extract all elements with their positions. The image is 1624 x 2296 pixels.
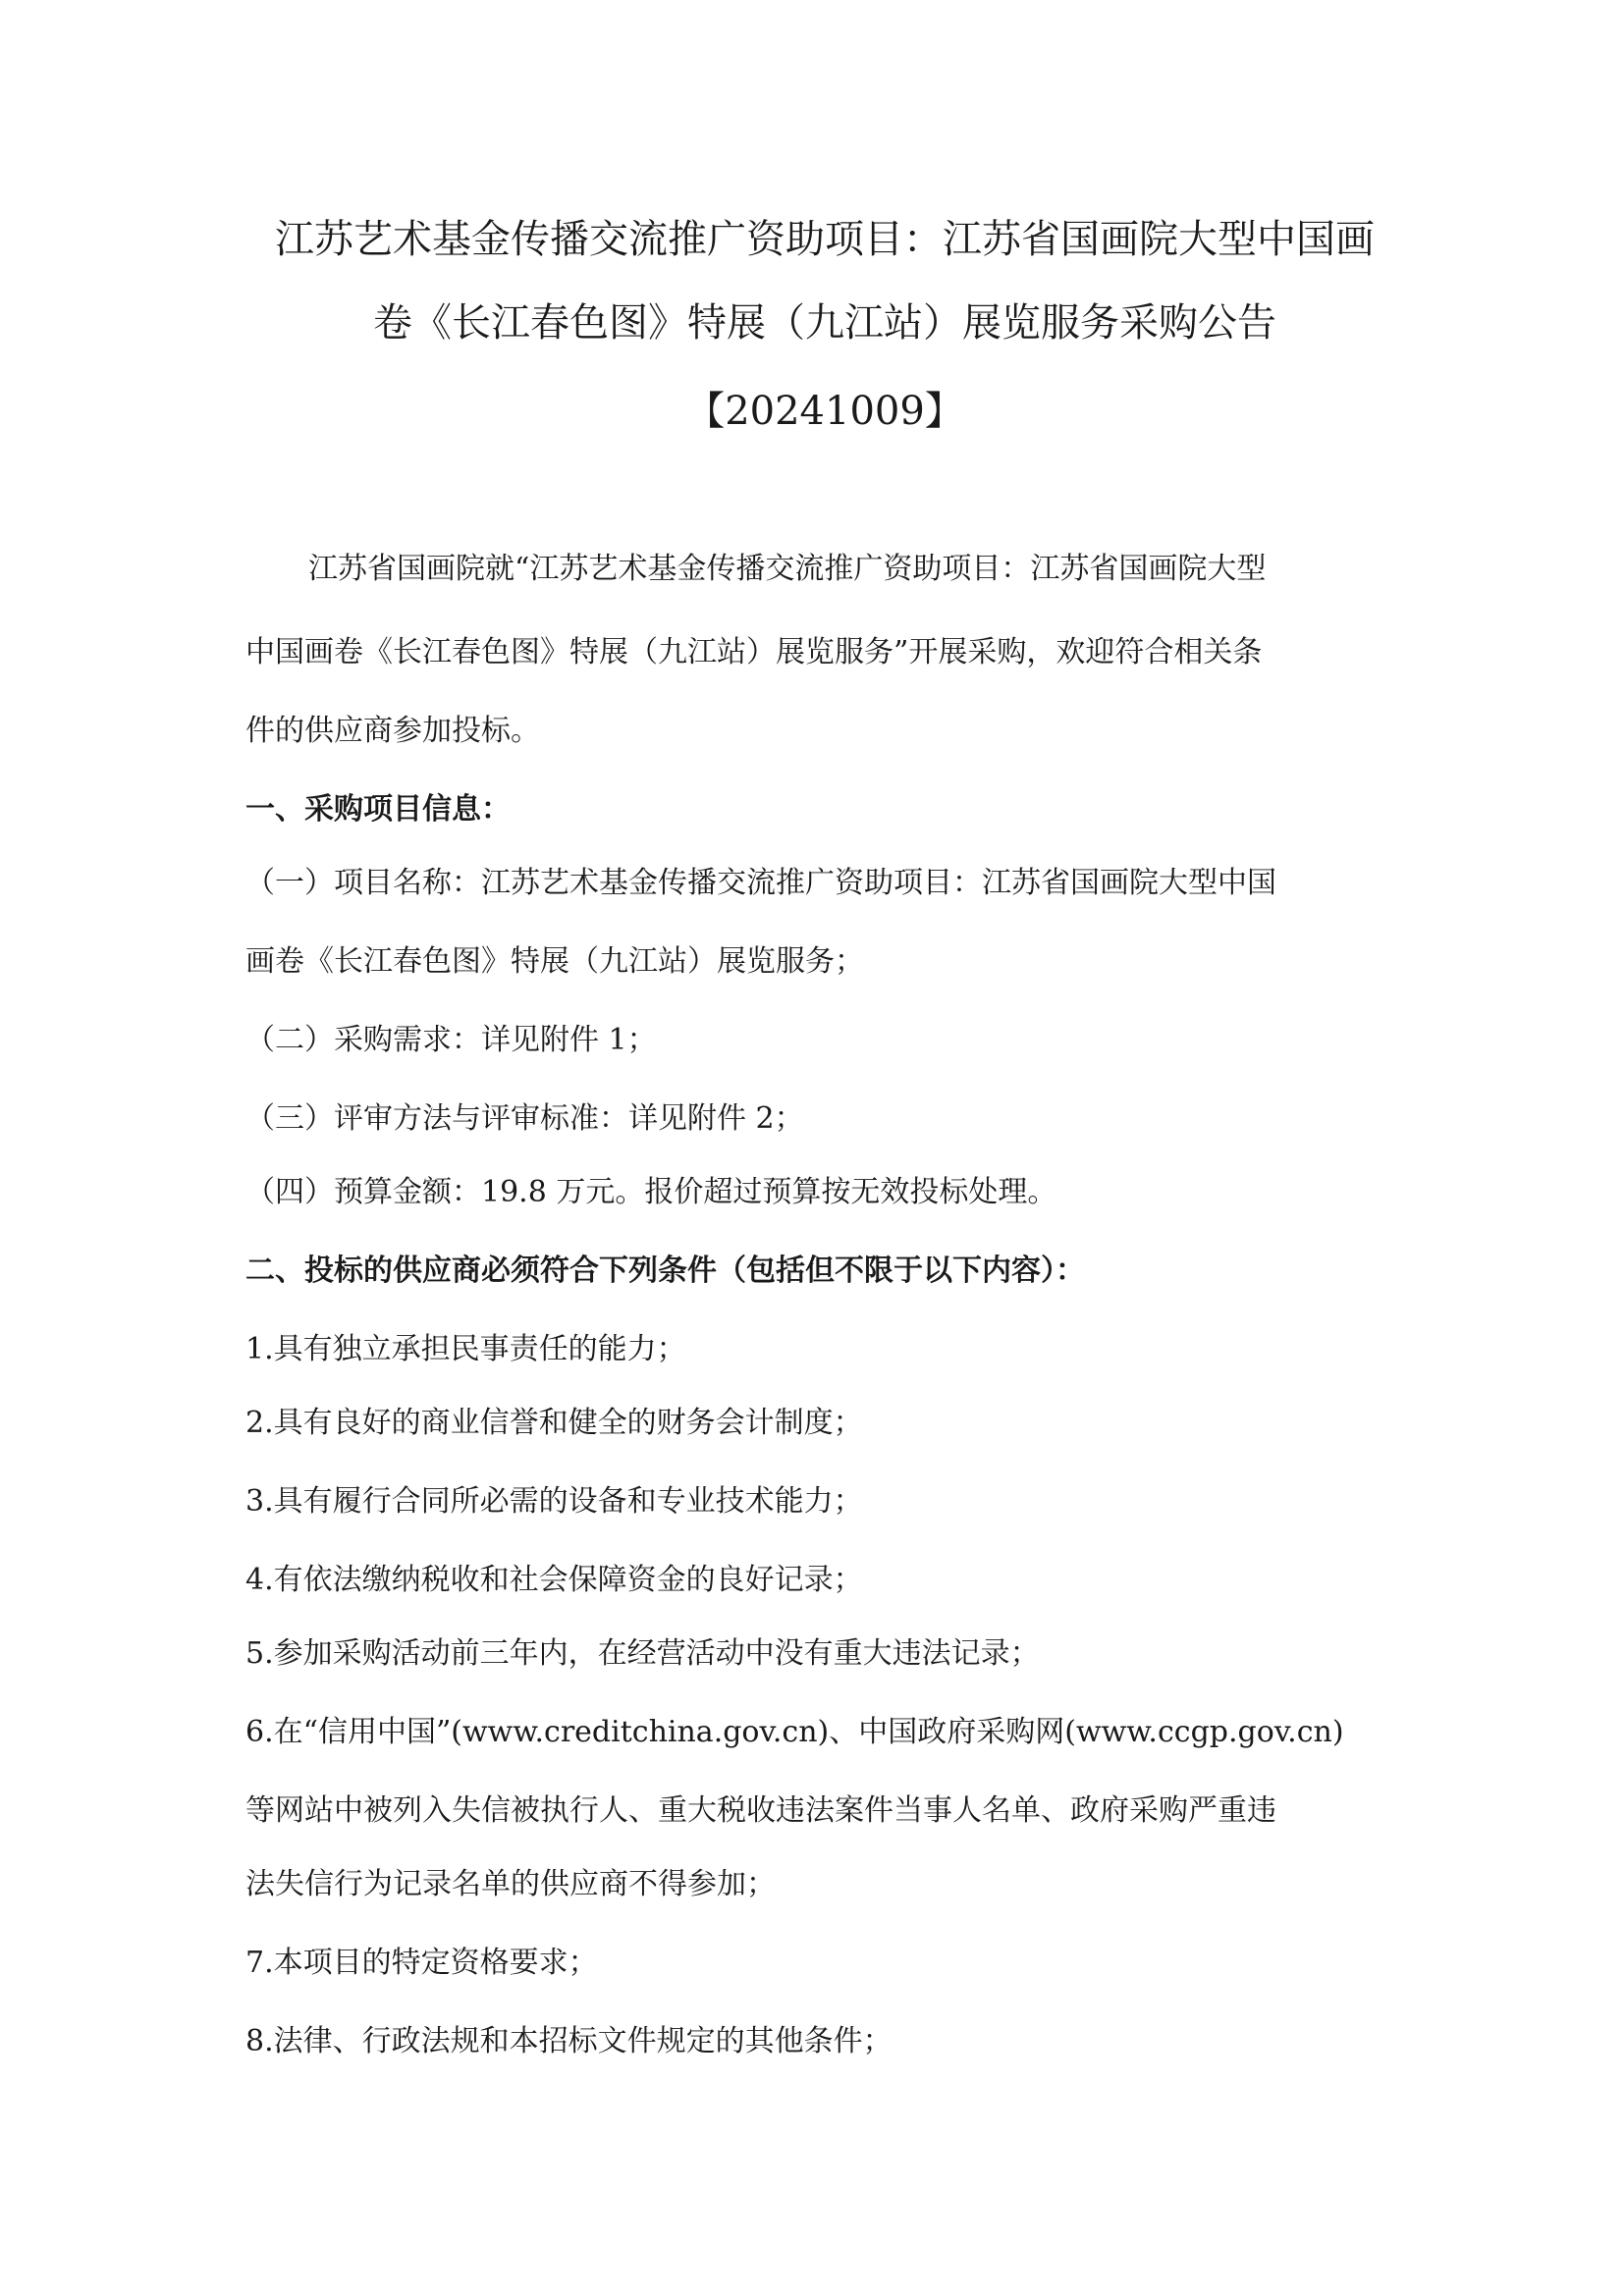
section-1-item-3: （三）评审方法与评审标准：详见附件 2； bbox=[245, 1101, 804, 1136]
section-2-item-1: 1.具有独立承担民事责任的能力； bbox=[245, 1332, 686, 1366]
section-2-item-6-cont-2: 法失信行为记录名单的供应商不得参加； bbox=[245, 1867, 776, 1901]
section-1-heading: 一、采购项目信息： bbox=[245, 792, 511, 827]
title-line-1: 江苏艺术基金传播交流推广资助项目：江苏省国画院大型中国画 bbox=[275, 217, 1375, 262]
section-2-item-6-cont-1: 等网站中被列入失信被执行人、重大税收违法案件当事人名单、政府采购严重违 bbox=[245, 1793, 1276, 1828]
section-1-item-1-cont: 画卷《长江春色图》特展（九江站）展览服务； bbox=[245, 944, 864, 979]
section-2-item-7: 7.本项目的特定资格要求； bbox=[245, 1946, 598, 1980]
intro-line-1: 江苏省国画院就“江苏艺术基金传播交流推广资助项目：江苏省国画院大型 bbox=[308, 552, 1267, 586]
section-1-item-4: （四）预算金额：19.8 万元。报价超过预算按无效投标处理。 bbox=[245, 1175, 1057, 1209]
section-2-heading: 二、投标的供应商必须符合下列条件（包括但不限于以下内容）： bbox=[245, 1254, 1085, 1288]
section-2-item-8: 8.法律、行政法规和本招标文件规定的其他条件； bbox=[245, 2024, 893, 2058]
section-2-item-5: 5.参加采购活动前三年内，在经营活动中没有重大违法记录； bbox=[245, 1636, 1040, 1671]
section-1-item-2: （二）采购需求：详见附件 1； bbox=[245, 1023, 657, 1057]
intro-line-2: 中国画卷《长江春色图》特展（九江站）展览服务”开展采购，欢迎符合相关条 bbox=[245, 635, 1263, 669]
section-2-item-6: 6.在“信用中国”(www.creditchina.gov.cn)、中国政府采购网(www.ccgp.gov.cn) bbox=[245, 1715, 1344, 1749]
section-2-item-3: 3.具有履行合同所必需的设备和专业技术能力； bbox=[245, 1484, 863, 1519]
section-1-item-1: （一）项目名称：江苏艺术基金传播交流推广资助项目：江苏省国画院大型中国 bbox=[245, 866, 1276, 900]
section-2-item-4: 4.有依法缴纳税收和社会保障资金的良好记录； bbox=[245, 1563, 863, 1597]
section-2-item-2: 2.具有良好的商业信誉和健全的财务会计制度； bbox=[245, 1406, 863, 1440]
announcement-number: 【20241009】 bbox=[685, 389, 964, 434]
intro-line-3: 件的供应商参加投标。 bbox=[245, 714, 540, 748]
title-line-2: 卷《长江春色图》特展（九江站）展览服务采购公告 bbox=[373, 300, 1276, 346]
